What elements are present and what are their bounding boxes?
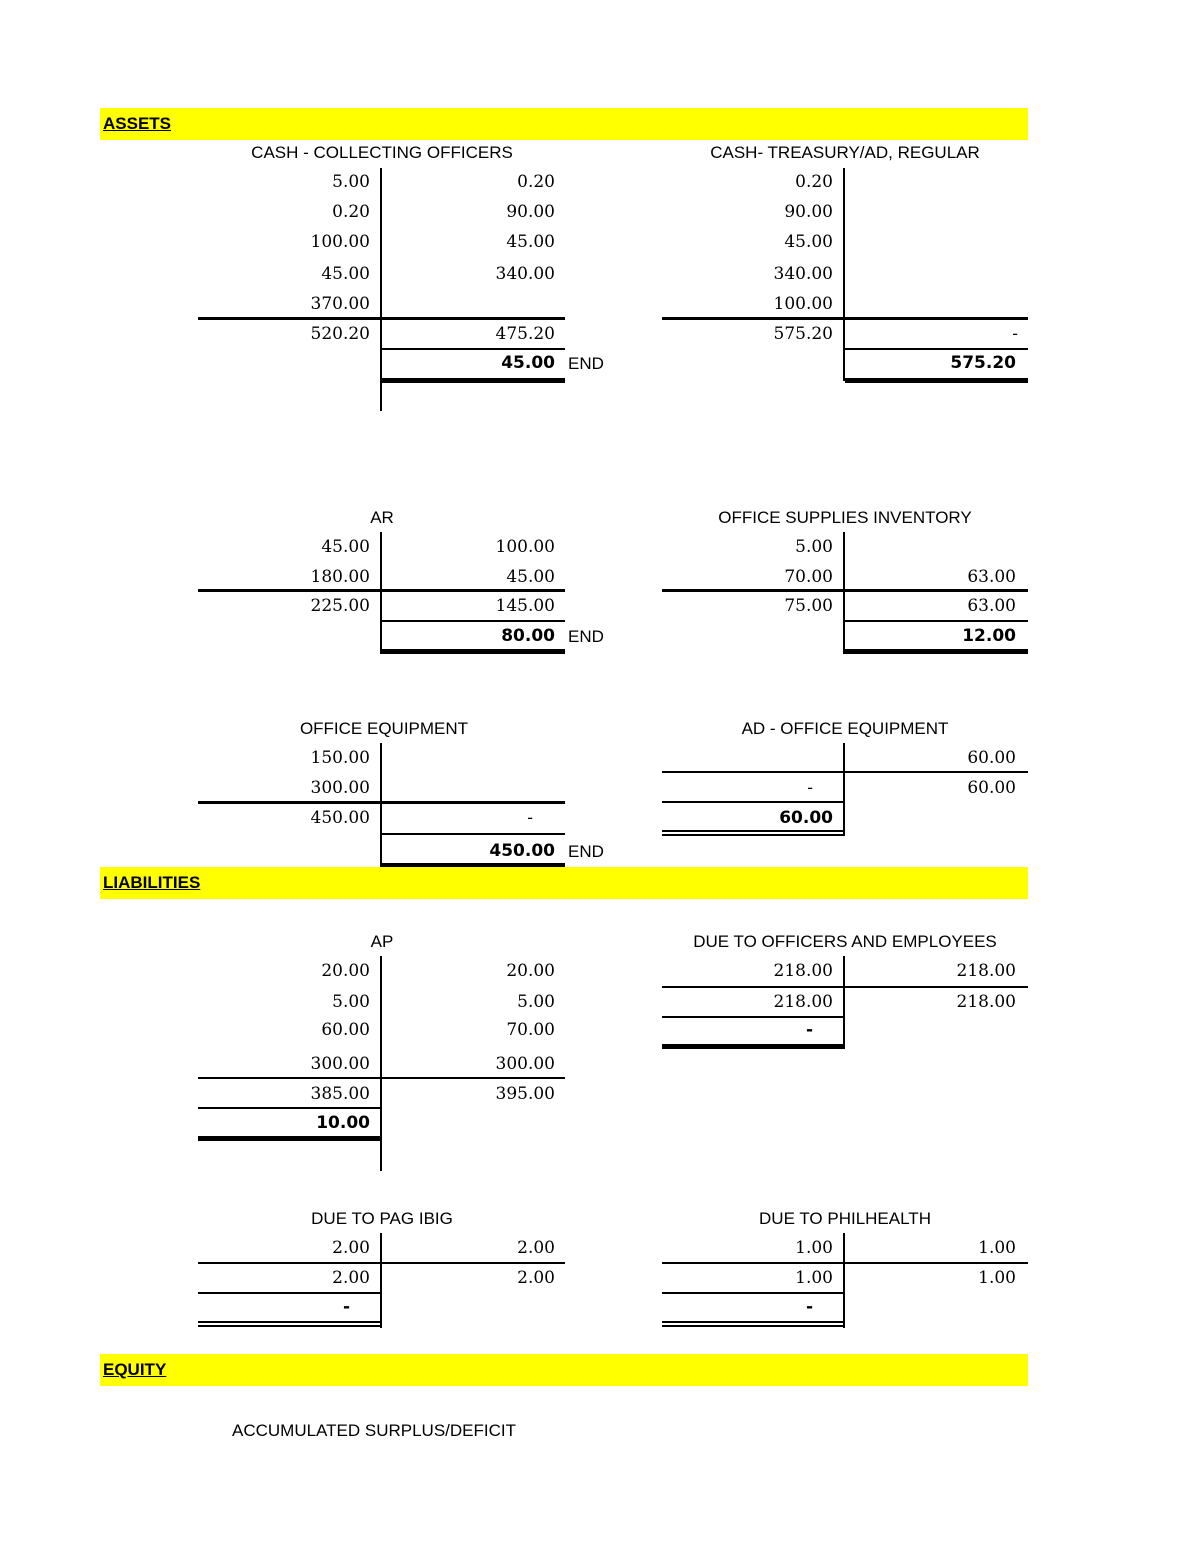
total-rule: [662, 986, 1028, 988]
account-title-due-pagibig: DUE TO PAG IBIG: [311, 1209, 453, 1228]
debit-entry: 300.00: [310, 1054, 370, 1074]
credit-total: -: [527, 808, 533, 828]
total-rule: [198, 317, 565, 320]
total-rule: [198, 1077, 565, 1079]
debit-entry: 0.20: [795, 172, 833, 192]
credit-total: 63.00: [967, 596, 1016, 616]
debit-entry: 5.00: [795, 537, 833, 557]
debit-total: 1.00: [795, 1268, 833, 1288]
credit-entry: 5.00: [517, 992, 555, 1012]
balance-rule: [382, 348, 565, 350]
credit-entry: 218.00: [956, 961, 1016, 981]
debit-entry: 340.00: [773, 264, 833, 284]
credit-entry: 70.00: [506, 1020, 555, 1040]
debit-entry: 90.00: [784, 202, 833, 222]
balance-rule: [845, 348, 1028, 350]
ending-balance: -: [805, 1020, 813, 1040]
section-band-assets: [100, 108, 1028, 140]
debit-entry: 5.00: [332, 992, 370, 1012]
balance-rule: [662, 801, 845, 803]
credit-entry: 20.00: [506, 961, 555, 981]
ending-balance: 80.00: [501, 626, 555, 646]
total-rule: [198, 589, 565, 592]
debit-total: -: [807, 778, 813, 798]
credit-total: 218.00: [956, 992, 1016, 1012]
section-title-equity: EQUITY: [103, 1360, 167, 1379]
balance-rule: [845, 620, 1028, 622]
debit-entry: 100.00: [310, 232, 370, 252]
credit-total: 1.00: [978, 1268, 1016, 1288]
account-title-ap: AP: [370, 932, 394, 951]
t-account-divider: [843, 1233, 845, 1328]
account-title-office-equipment: OFFICE EQUIPMENT: [299, 719, 469, 738]
section-title-liabilities: LIABILITIES: [103, 873, 201, 892]
debit-total: 450.00: [310, 808, 370, 828]
double-underline: [662, 830, 845, 832]
double-underline: [662, 834, 845, 836]
balance-rule: [382, 833, 565, 835]
double-underline: [662, 1044, 845, 1049]
ending-balance: 45.00: [501, 353, 555, 373]
debit-entry: 2.00: [332, 1238, 370, 1258]
debit-entry: 1.00: [795, 1238, 833, 1258]
total-rule: [198, 801, 565, 804]
debit-entry: 20.00: [321, 961, 370, 981]
total-rule: [198, 1262, 565, 1264]
double-underline: [662, 1325, 845, 1327]
double-underline: [845, 649, 1028, 654]
debit-entry: 100.00: [773, 294, 833, 314]
end-label: END: [568, 842, 604, 861]
ending-balance: -: [805, 1297, 813, 1317]
debit-entry: 150.00: [310, 748, 370, 768]
account-title-cash-treasury: CASH- TREASURY/AD, REGULAR: [710, 143, 980, 162]
debit-total: 2.00: [332, 1268, 370, 1288]
balance-rule: [198, 1107, 382, 1109]
total-rule: [662, 317, 1028, 320]
section-band-equity: [100, 1354, 1028, 1386]
double-underline: [198, 1321, 382, 1323]
balance-rule: [662, 1292, 845, 1294]
debit-entry: 370.00: [310, 294, 370, 314]
ending-balance: 60.00: [779, 808, 833, 828]
total-rule: [662, 589, 1028, 592]
double-underline: [382, 649, 565, 654]
ending-balance: 10.00: [316, 1113, 370, 1133]
account-title-due-philhealth: DUE TO PHILHEALTH: [759, 1209, 931, 1228]
account-title-cash-collecting: CASH - COLLECTING OFFICERS: [251, 143, 513, 162]
account-title-accumulated-surplus: ACCUMULATED SURPLUS/DEFICIT: [232, 1421, 516, 1440]
t-account-divider: [843, 532, 845, 654]
t-account-divider: [380, 743, 382, 868]
account-title-ad-office-equipment: AD - OFFICE EQUIPMENT: [741, 719, 949, 738]
credit-total: 145.00: [495, 596, 555, 616]
debit-total: 520.20: [310, 324, 370, 344]
credit-entry: 45.00: [506, 567, 555, 587]
ending-balance: 575.20: [950, 353, 1016, 373]
ending-balance: 450.00: [489, 841, 555, 861]
debit-entry: 70.00: [784, 567, 833, 587]
t-account-divider: [843, 743, 845, 835]
total-rule: [662, 771, 1028, 773]
end-label: END: [568, 627, 604, 646]
debit-entry: 5.00: [332, 172, 370, 192]
credit-entry: 1.00: [978, 1238, 1016, 1258]
debit-total: 225.00: [310, 596, 370, 616]
double-underline: [382, 378, 565, 383]
credit-entry: 2.00: [517, 1238, 555, 1258]
debit-entry: 45.00: [321, 264, 370, 284]
section-band-liabilities: [100, 867, 1028, 899]
debit-entry: 0.20: [332, 202, 370, 222]
ending-balance: -: [342, 1297, 350, 1317]
credit-entry: 100.00: [495, 537, 555, 557]
credit-entry: 45.00: [506, 232, 555, 252]
double-underline: [845, 378, 1028, 383]
credit-total: -: [1012, 324, 1018, 344]
account-title-due-officers: DUE TO OFFICERS AND EMPLOYEES: [693, 932, 997, 951]
debit-total: 575.20: [773, 324, 833, 344]
debit-entry: 218.00: [773, 961, 833, 981]
account-title-ar: AR: [370, 508, 394, 527]
credit-total: 60.00: [967, 778, 1016, 798]
t-account-divider: [843, 956, 845, 1049]
credit-entry: 60.00: [967, 748, 1016, 768]
end-label: END: [568, 354, 604, 373]
credit-entry: 90.00: [506, 202, 555, 222]
debit-total: 218.00: [773, 992, 833, 1012]
double-underline: [662, 1321, 845, 1323]
debit-total: 385.00: [310, 1084, 370, 1104]
debit-total: 75.00: [784, 596, 833, 616]
debit-entry: 45.00: [321, 537, 370, 557]
t-account-divider: [380, 532, 382, 654]
double-underline: [198, 1136, 382, 1141]
t-account-divider: [380, 168, 382, 411]
debit-entry: 180.00: [310, 567, 370, 587]
debit-entry: 300.00: [310, 778, 370, 798]
balance-rule: [662, 1016, 845, 1018]
balance-rule: [198, 1292, 382, 1294]
t-account-divider: [380, 1233, 382, 1328]
credit-entry: 0.20: [517, 172, 555, 192]
credit-total: 2.00: [517, 1268, 555, 1288]
balance-rule: [382, 620, 565, 622]
double-underline: [198, 1325, 382, 1327]
credit-entry: 340.00: [495, 264, 555, 284]
credit-entry: 63.00: [967, 567, 1016, 587]
ending-balance: 12.00: [962, 626, 1016, 646]
credit-entry: 300.00: [495, 1054, 555, 1074]
debit-entry: 45.00: [784, 232, 833, 252]
debit-entry: 60.00: [321, 1020, 370, 1040]
credit-total: 475.20: [495, 324, 555, 344]
total-rule: [662, 1262, 1028, 1264]
credit-total: 395.00: [495, 1084, 555, 1104]
account-title-office-supplies: OFFICE SUPPLIES INVENTORY: [718, 508, 972, 527]
section-title-assets: ASSETS: [103, 114, 172, 133]
